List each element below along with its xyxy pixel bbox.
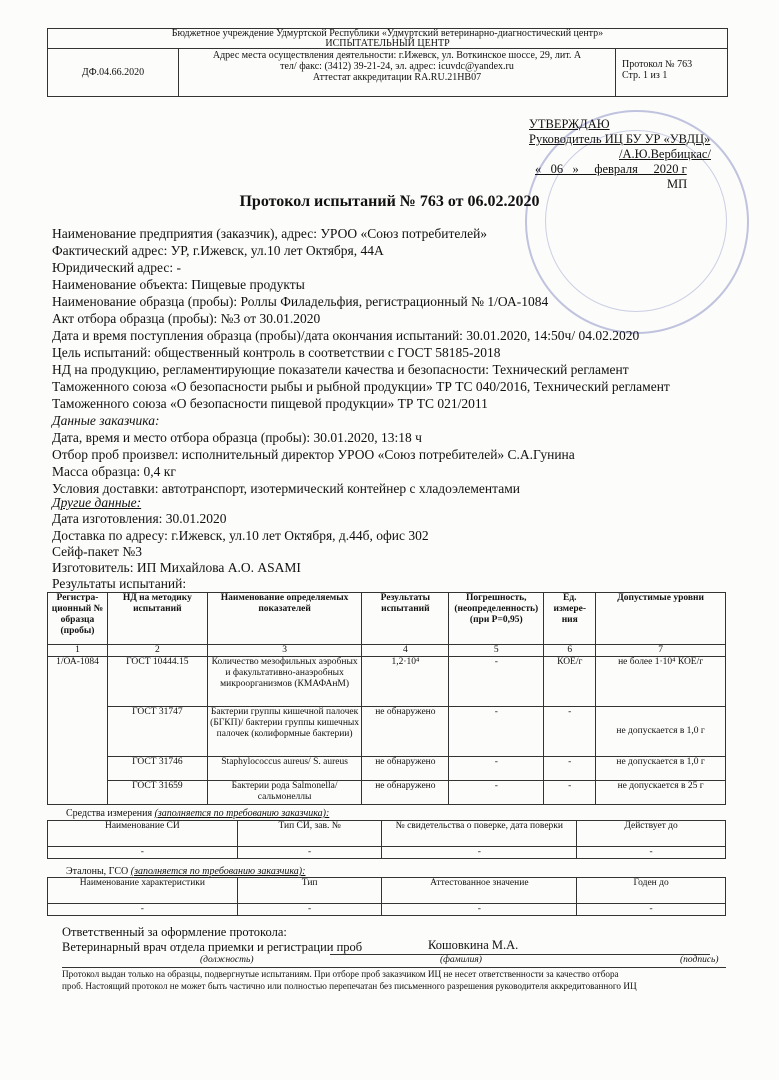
si-cell: - [48,847,238,859]
si-header: Тип СИ, зав. № [237,821,382,847]
approval-name: /А.Ю.Вербицкас/ [619,147,711,161]
col-number: 1 [48,645,108,657]
signature-line [330,954,710,955]
col-header-error: Погрешность, (неопределенность) (при Р=0,95) [449,593,544,645]
indicator-cell: Количество мезофильных аэробных и факультативно-анаэробных микроорганизмов (КМАФАнМ) [207,657,362,707]
error-cell: - [449,707,544,757]
page-count: Стр. 1 из 1 [622,70,668,81]
col-number: 5 [449,645,544,657]
si-header: Действует до [577,821,726,847]
signature-caption: (подпись) [680,955,719,965]
result-cell: 1,2·10⁴ [362,657,449,707]
protocol-number: Протокол № 763 [622,59,693,70]
protocol-ref [616,49,726,96]
error-cell: - [449,781,544,805]
col-number: 4 [362,645,449,657]
delivery-conditions-line: Условия доставки: автотранспорт, изотермический контейнер с хладоэлементами [52,481,520,496]
nd-line-3: Таможенного союза «О безопасности пищевой продукции» ТР ТС 021/2011 [52,396,488,411]
table-row [48,757,726,781]
table-row [48,781,726,805]
unit-cell: - [544,757,596,781]
col-header-reg: Регистра-ционный № образца (пробы) [48,593,108,645]
table-row [48,707,726,757]
unit-cell: КОЕ/г [544,657,596,707]
mass-line: Масса образца: 0,4 кг [52,464,176,479]
col-number: 7 [596,645,726,657]
gso-table [47,877,726,916]
col-header-indicator: Наименование определяемых показателей [207,593,362,645]
col-header-limit: Допустимые уровни [596,593,726,645]
result-cell: не обнаружено [362,781,449,805]
gso-cell: - [48,904,238,916]
org-line-1: Бюджетное учреждение Удмуртской Республики «Удмуртский ветеринарно-диагностический центр» [171,28,604,39]
doc-code: ДФ.04.66.2020 [48,49,179,96]
approval-role: Руководитель ИЦ БУ УР «УВДЦ» [529,132,711,146]
sampling-date-line: Дата, время и место отбора образца (пробы): 30.01.2020, 13:18 ч [52,430,422,445]
address-line-1: Адрес места осуществления деятельности: г.Ижевск, ул. Воткинское шоссе, 29, лит. А [212,50,582,61]
error-cell: - [449,657,544,707]
si-header: № свидетельства о поверке, дата поверки [382,821,577,847]
responsible-position: Ветеринарный врач отдела приемки и регистрации проб [62,940,363,954]
method-cell: ГОСТ 31746 [107,757,207,781]
org-address [179,49,616,97]
results-label: Результаты испытаний: [52,576,187,591]
limit-cell: не более 1·10⁴ КОЕ/г [596,657,726,707]
indicator-cell: Бактерии рода Salmonella/сальмонеллы [207,781,362,805]
limit-cell: не допускается в 1,0 г [596,707,726,757]
sample-name-line: Наименование образца (пробы): Роллы Филадельфия, регистрационный № 1/ОА-1084 [52,294,549,309]
si-caption: Средства измерения (заполняется по требованию заказчика): [66,808,330,819]
result-cell: не обнаружено [362,757,449,781]
gso-header: Тип [237,878,382,904]
document-header [47,28,728,97]
customer-data-label: Данные заказчика: [52,413,160,428]
responsible-label: Ответственный за оформление протокола: [62,925,287,939]
footer-line-1: Протокол выдан только на образцы, подвергнутые испытаниям. При отборе проб заказчиком ИЦ не несет ответственности за качество отбора [62,969,619,979]
gso-cell: - [577,904,726,916]
gso-cell: - [382,904,577,916]
purpose-line: Цель испытаний: общественный контроль в соответствии с ГОСТ 58185-2018 [52,345,501,360]
approval-date: « 06 » февраля 2020 г [535,162,687,176]
indicator-cell: Бактерии группы кишечной палочек (БГКП)/ бактерии группы кишечных палочек (колиформные бактерии) [207,707,362,757]
manufacturer-line: Изготовитель: ИП Михайлова А.О. ASAMI [52,560,301,575]
name-caption: (фамилия) [440,955,482,965]
unit-cell: - [544,781,596,805]
manufacture-date-line: Дата изготовления: 30.01.2020 [52,511,227,526]
accreditation-line: Аттестат аккредитации RA.RU.21HB07 [312,72,482,83]
si-table [47,820,726,859]
receipt-date-line: Дата и время поступления образца (пробы)/дата окончания испытаний: 30.01.2020, 14:50ч/ 04.02.2020 [52,328,640,343]
other-data-label: Другие данные: [52,495,142,510]
nd-line-2: Таможенного союза «О безопасности рыбы и рыбной продукции» ТР ТС 040/2016, Технический регламент [52,379,670,394]
legal-address-line: Юридический адрес: - [52,260,181,275]
safe-package-line: Сейф-пакет №3 [52,544,142,559]
col-header-unit: Ед. измере-ния [544,593,596,645]
limit-cell: не допускается в 1,0 г [596,757,726,781]
gso-caption: Эталоны, ГСО (заполняется по требованию заказчика): [66,866,306,877]
si-cell: - [237,847,382,859]
gso-header: Годен до [577,878,726,904]
delivery-address-line: Доставка по адресу: г.Ижевск, ул.10 лет Октября, д.44б, офис 302 [52,528,429,543]
approval-block [529,117,711,192]
error-cell: - [449,757,544,781]
gso-header: Наименование характеристики [48,878,238,904]
customer-line: Наименование предприятия (заказчик), адрес: УРОО «Союз потребителей» [52,226,488,241]
responsible-name: Кошовкина М.А. [428,938,519,952]
method-cell: ГОСТ 31747 [107,707,207,757]
col-number: 6 [544,645,596,657]
footer-line-2: проб. Настоящий протокол не может быть частично или полностью перепечатан без письменного разрешения руководителя аккредитованного ИЦ [62,981,637,991]
approval-mp: МП [667,177,688,191]
address-line-2: тел/ факс: (3412) 39-21-24, эл. адрес: icuvdc@yandex.ru [280,61,514,72]
col-number: 2 [107,645,207,657]
col-header-method: НД на методику испытаний [107,593,207,645]
position-caption: (должность) [200,955,254,965]
col-header-result: Результаты испытаний [362,593,449,645]
si-cell: - [577,847,726,859]
sample-id-cell: 1/ОА-1084 [48,657,108,805]
approval-title: УТВЕРЖДАЮ [529,117,610,131]
limit-cell: не допускается в 25 г [596,781,726,805]
indicator-cell: Staphylococcus aureus/ S. aureus [207,757,362,781]
method-cell: ГОСТ 31659 [107,781,207,805]
sampler-line: Отбор проб произвел: исполнительный директор УРОО «Союз потребителей» С.А.Гунина [52,447,575,462]
si-header: Наименование СИ [48,821,238,847]
nd-line-1: НД на продукцию, регламентирующие показатели качества и безопасности: Технический регламент [52,362,629,377]
si-cell: - [382,847,577,859]
org-line-2: ИСПЫТАТЕЛЬНЫЙ ЦЕНТР [325,37,450,49]
sampling-act-line: Акт отбора образца (пробы): №3 от 30.01.2020 [52,311,321,326]
table-row [48,657,726,707]
org-name [48,29,727,49]
unit-cell: - [544,707,596,757]
gso-cell: - [237,904,382,916]
protocol-title: Протокол испытаний № 763 от 06.02.2020 [239,193,540,210]
object-line: Наименование объекта: Пищевые продукты [52,277,305,292]
col-number: 3 [207,645,362,657]
actual-address-line: Фактический адрес: УР, г.Ижевск, ул.10 лет Октября, 44А [52,243,384,258]
results-table [47,592,726,805]
result-cell: не обнаружено [362,707,449,757]
method-cell: ГОСТ 10444.15 [107,657,207,707]
gso-header: Аттестованное значение [382,878,577,904]
